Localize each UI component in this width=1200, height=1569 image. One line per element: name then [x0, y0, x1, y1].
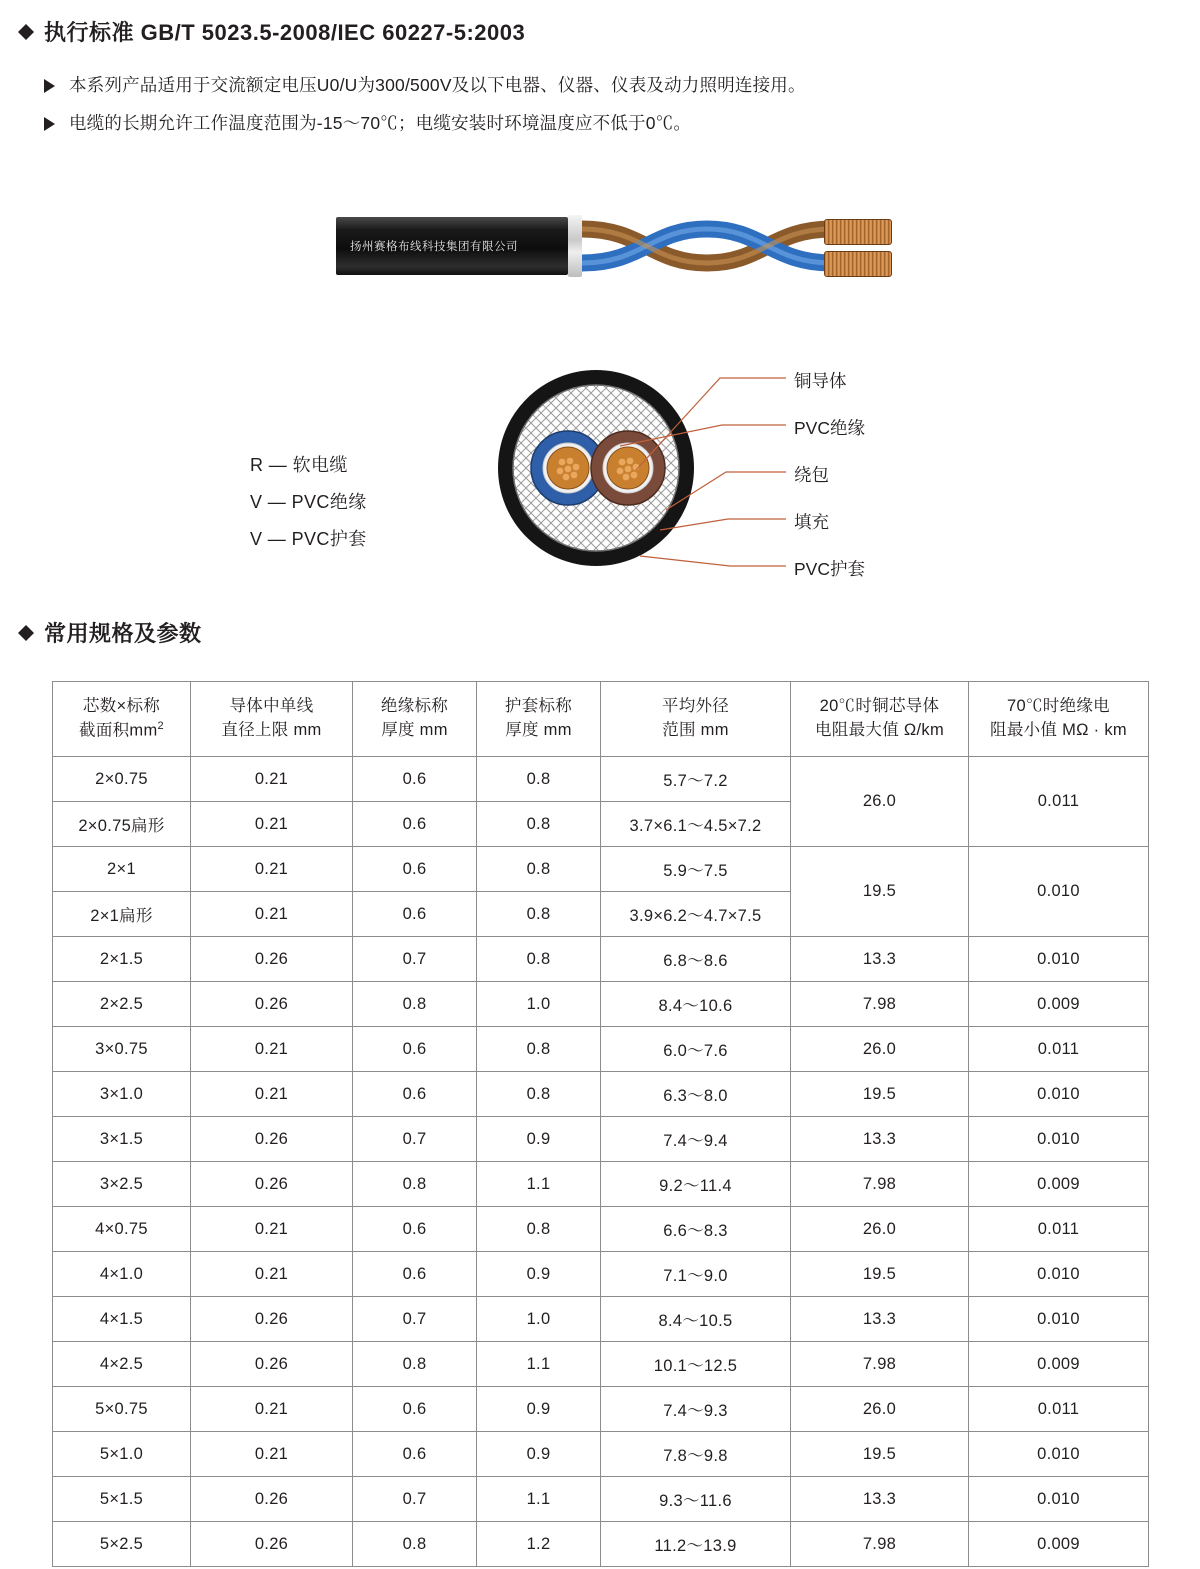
- callout-label: 铜导体: [794, 371, 847, 391]
- table-cell-c6: 0.011: [969, 1207, 1149, 1252]
- table-header-line: 直径上限 mm: [221, 721, 322, 739]
- table-cell-c0: 5×0.75: [53, 1387, 191, 1432]
- bullet-text: 本系列产品适用于交流额定电压U0/U为300/500V及以下电器、仪器、仪表及动力照明连接用。: [69, 75, 806, 95]
- table-cell-c4: 6.8～8.6: [601, 937, 791, 982]
- table-cell-c4: 5.7～7.2: [601, 757, 791, 802]
- legend-left: [250, 447, 367, 558]
- table-cell-c3: 0.8: [477, 847, 601, 892]
- table-cell-c4: 7.4～9.3: [601, 1387, 791, 1432]
- table-cell-c2: 0.8: [353, 1342, 477, 1387]
- list-item: [44, 112, 1044, 136]
- table-row: [53, 1252, 1149, 1297]
- table-cell-c5: 19.5: [791, 1072, 969, 1117]
- copper-conductor-end: [824, 219, 892, 245]
- table-cell-c0: 4×1.0: [53, 1252, 191, 1297]
- table-cell-c4: 6.6～8.3: [601, 1207, 791, 1252]
- table-cell-c3: 1.1: [477, 1162, 601, 1207]
- table-cell-c0: 2×1.5: [53, 937, 191, 982]
- table-header-line: 护套标称: [504, 697, 573, 716]
- bullet-list: [44, 74, 1044, 149]
- table-header-cell-2: [353, 682, 477, 757]
- twisted-cores-illustration: [582, 209, 832, 283]
- table-cell-c1: 0.21: [191, 802, 353, 847]
- callout-label: 填充: [794, 512, 829, 532]
- table-header-cell-5: [791, 682, 969, 757]
- table-body: [53, 757, 1149, 1567]
- table-cell-c4: 6.3～8.0: [601, 1072, 791, 1117]
- table-cell-c1: 0.21: [191, 1207, 353, 1252]
- table-cell-c5: 7.98: [791, 1522, 969, 1567]
- table-row: [53, 937, 1149, 982]
- table-cell-c0: 4×2.5: [53, 1342, 191, 1387]
- table-row: [53, 1522, 1149, 1567]
- table-cell-c3: 0.8: [477, 1072, 601, 1117]
- table-cell-c0: 5×1.0: [53, 1432, 191, 1477]
- table-cell-c2: 0.6: [353, 1207, 477, 1252]
- table-cell-c2: 0.7: [353, 1117, 477, 1162]
- cable-brand-text: 扬州赛格布线科技集团有限公司: [350, 241, 518, 253]
- table-cell-c2: 0.6: [353, 1252, 477, 1297]
- table-cell-c3: 0.8: [477, 802, 601, 847]
- table-cell-c4: 8.4～10.6: [601, 982, 791, 1027]
- table-header-cell-4: [601, 682, 791, 757]
- table-cell-c3: 0.9: [477, 1117, 601, 1162]
- triangle-bullet-icon: [44, 117, 55, 131]
- table-cell-c2: 0.8: [353, 982, 477, 1027]
- table-row: [53, 1162, 1149, 1207]
- table-cell-c2: 0.6: [353, 847, 477, 892]
- table-cell-c6: 0.010: [969, 1477, 1149, 1522]
- table-cell-c1: 0.26: [191, 982, 353, 1027]
- table-cell-c3: 0.8: [477, 757, 601, 802]
- section-heading-standard: [18, 16, 525, 47]
- table-header-line: 绝缘标称: [380, 697, 449, 716]
- section-heading-specs: [18, 617, 202, 648]
- table-cell-c3: 1.0: [477, 1297, 601, 1342]
- table-cell-c5: 7.98: [791, 1162, 969, 1207]
- table-header-line: 厚度 mm: [505, 721, 572, 739]
- diamond-bullet-icon: [18, 16, 34, 32]
- table-row: [53, 847, 1149, 892]
- table-cell-c1: 0.26: [191, 1117, 353, 1162]
- table-header-line: 芯数×标称: [82, 696, 161, 715]
- table-cell-c6: 0.010: [969, 1432, 1149, 1477]
- table-cell-c0: 2×1扁形: [53, 892, 191, 937]
- table-cell-c0: 5×2.5: [53, 1522, 191, 1567]
- table-cell-c3: 0.9: [477, 1432, 601, 1477]
- table-header-line: 平均外径: [661, 697, 730, 716]
- table-cell-c4: 7.4～9.4: [601, 1117, 791, 1162]
- table-cell-c0: 3×1.5: [53, 1117, 191, 1162]
- table-cell-c1: 0.21: [191, 1072, 353, 1117]
- table-cell-c0: 2×2.5: [53, 982, 191, 1027]
- legend-item: V — PVC绝缘: [250, 491, 367, 512]
- diamond-bullet-icon: [18, 617, 34, 633]
- table-cell-c3: 1.1: [477, 1477, 601, 1522]
- table-cell-c5: 26.0: [791, 757, 969, 847]
- cable-photo: [336, 205, 892, 287]
- table-cell-c3: 1.1: [477, 1342, 601, 1387]
- bullet-text: 电缆的长期允许工作温度范围为-15～70℃；电缆安装时环境温度应不低于0℃。: [69, 112, 692, 133]
- table-cell-c6: 0.011: [969, 757, 1149, 847]
- table-cell-c6: 0.011: [969, 1027, 1149, 1072]
- table-cell-c2: 0.6: [353, 1432, 477, 1477]
- section-heading-specs-text: 常用规格及参数: [44, 621, 202, 646]
- cable-sheath: [336, 217, 568, 275]
- table-cell-c3: 0.8: [477, 1027, 601, 1072]
- table-cell-c2: 0.7: [353, 1297, 477, 1342]
- table-cell-c2: 0.6: [353, 802, 477, 847]
- copper-conductor-end: [824, 251, 892, 277]
- table-cell-c3: 0.9: [477, 1387, 601, 1432]
- table-cell-c4: 8.4～10.5: [601, 1297, 791, 1342]
- table-row: [53, 1027, 1149, 1072]
- callout-label: PVC绝缘: [794, 418, 865, 438]
- table-cell-c4: 10.1～12.5: [601, 1342, 791, 1387]
- table-cell-c0: 4×0.75: [53, 1207, 191, 1252]
- table-header-line: 导体中单线: [229, 697, 314, 716]
- legend-item: V — PVC护套: [250, 528, 367, 549]
- table-cell-c1: 0.26: [191, 1162, 353, 1207]
- table-cell-c6: 0.009: [969, 1342, 1149, 1387]
- table-row: [53, 1072, 1149, 1117]
- table-cell-c6: 0.010: [969, 1072, 1149, 1117]
- table-row: [53, 1117, 1149, 1162]
- table-cell-c2: 0.6: [353, 892, 477, 937]
- callout-label: 绕包: [794, 465, 829, 485]
- table-header-line: 20℃时铜芯导体: [819, 697, 940, 716]
- table-header-line: 范围 mm: [662, 721, 729, 739]
- table-row: [53, 1387, 1149, 1432]
- table-row: [53, 1297, 1149, 1342]
- table-cell-c2: 0.8: [353, 1162, 477, 1207]
- table-row: [53, 757, 1149, 802]
- table-cell-c0: 3×0.75: [53, 1027, 191, 1072]
- table-cell-c2: 0.7: [353, 1477, 477, 1522]
- table-header-line: 厚度 mm: [381, 721, 448, 739]
- table-cell-c6: 0.010: [969, 1297, 1149, 1342]
- table-cell-c2: 0.6: [353, 1027, 477, 1072]
- table-cell-c5: 26.0: [791, 1207, 969, 1252]
- table-cell-c0: 2×0.75扁形: [53, 802, 191, 847]
- table-row: [53, 1207, 1149, 1252]
- list-item: [44, 74, 1044, 98]
- table-cell-c1: 0.26: [191, 1477, 353, 1522]
- specs-table-wrap: [52, 681, 1148, 1567]
- table-cell-c2: 0.7: [353, 937, 477, 982]
- table-cell-c1: 0.26: [191, 1522, 353, 1567]
- table-cell-c5: 19.5: [791, 1432, 969, 1477]
- table-cell-c5: 7.98: [791, 1342, 969, 1387]
- table-cell-c1: 0.21: [191, 757, 353, 802]
- table-cell-c6: 0.009: [969, 1522, 1149, 1567]
- table-cell-c0: 4×1.5: [53, 1297, 191, 1342]
- table-cell-c1: 0.21: [191, 847, 353, 892]
- table-cell-c0: 3×1.0: [53, 1072, 191, 1117]
- table-header-cell-6: [969, 682, 1149, 757]
- table-cell-c2: 0.6: [353, 1072, 477, 1117]
- table-header-line: 70℃时绝缘电: [1007, 697, 1110, 716]
- table-cell-c4: 7.1～9.0: [601, 1252, 791, 1297]
- table-cell-c2: 0.6: [353, 1387, 477, 1432]
- table-cell-c1: 0.26: [191, 937, 353, 982]
- table-cell-c0: 2×0.75: [53, 757, 191, 802]
- table-cell-c1: 0.21: [191, 1387, 353, 1432]
- table-cell-c1: 0.21: [191, 1432, 353, 1477]
- table-cell-c5: 26.0: [791, 1387, 969, 1432]
- table-header-row: [53, 682, 1149, 757]
- table-cell-c3: 0.8: [477, 937, 601, 982]
- legend-item: R — 软电缆: [250, 455, 348, 475]
- table-header-line: 截面积$mm^2$: [79, 719, 164, 740]
- table-cell-c1: 0.26: [191, 1342, 353, 1387]
- table-cell-c4: 3.9×6.2～4.7×7.5: [601, 892, 791, 937]
- table-row: [53, 982, 1149, 1027]
- table-cell-c6: 0.011: [969, 1387, 1149, 1432]
- table-cell-c4: 5.9～7.5: [601, 847, 791, 892]
- table-cell-c5: 26.0: [791, 1027, 969, 1072]
- table-cell-c6: 0.010: [969, 847, 1149, 937]
- table-cell-c6: 0.009: [969, 982, 1149, 1027]
- callout-labels: [786, 368, 1106, 578]
- table-cell-c1: 0.26: [191, 1297, 353, 1342]
- table-row: [53, 1477, 1149, 1522]
- triangle-bullet-icon: [44, 79, 55, 93]
- cable-cut-ring: [568, 215, 582, 277]
- specs-table: [52, 681, 1149, 1567]
- section-heading-standard-text: 执行标准 GB/T 5023.5-2008/IEC 60227-5:2003: [44, 20, 526, 45]
- table-cell-c4: 7.8～9.8: [601, 1432, 791, 1477]
- table-cell-c2: 0.6: [353, 757, 477, 802]
- table-cell-c4: 3.7×6.1～4.5×7.2: [601, 802, 791, 847]
- table-cell-c1: 0.21: [191, 892, 353, 937]
- table-cell-c6: 0.010: [969, 1252, 1149, 1297]
- table-header: [53, 682, 1149, 757]
- table-cell-c6: 0.010: [969, 1117, 1149, 1162]
- table-cell-c1: 0.21: [191, 1027, 353, 1072]
- table-cell-c4: 9.3～11.6: [601, 1477, 791, 1522]
- table-cell-c0: 3×2.5: [53, 1162, 191, 1207]
- table-cell-c5: 19.5: [791, 1252, 969, 1297]
- table-header-line: 电阻最大值 Ω/km: [815, 721, 944, 739]
- table-cell-c6: 0.009: [969, 1162, 1149, 1207]
- callout-label: PVC护套: [794, 559, 865, 579]
- table-cell-c5: 13.3: [791, 937, 969, 982]
- table-cell-c5: 7.98: [791, 982, 969, 1027]
- table-cell-c4: 9.2～11.4: [601, 1162, 791, 1207]
- table-cell-c4: 11.2～13.9: [601, 1522, 791, 1567]
- table-cell-c0: 2×1: [53, 847, 191, 892]
- table-header-cell-0: [53, 682, 191, 757]
- table-row: [53, 1432, 1149, 1477]
- table-cell-c5: 13.3: [791, 1477, 969, 1522]
- table-cell-c3: 0.9: [477, 1252, 601, 1297]
- table-cell-c6: 0.010: [969, 937, 1149, 982]
- table-cell-c5: 13.3: [791, 1117, 969, 1162]
- table-cell-c5: 19.5: [791, 847, 969, 937]
- table-row: [53, 1342, 1149, 1387]
- table-cell-c3: 0.8: [477, 1207, 601, 1252]
- table-cell-c1: 0.21: [191, 1252, 353, 1297]
- table-header-cell-3: [477, 682, 601, 757]
- table-cell-c4: 6.0～7.6: [601, 1027, 791, 1072]
- table-header-line: 阻最小值 MΩ · km: [990, 721, 1127, 739]
- table-header-cell-1: [191, 682, 353, 757]
- table-cell-c3: 1.0: [477, 982, 601, 1027]
- table-cell-c5: 13.3: [791, 1297, 969, 1342]
- table-cell-c3: 1.2: [477, 1522, 601, 1567]
- table-cell-c0: 5×1.5: [53, 1477, 191, 1522]
- table-cell-c2: 0.8: [353, 1522, 477, 1567]
- table-cell-c3: 0.8: [477, 892, 601, 937]
